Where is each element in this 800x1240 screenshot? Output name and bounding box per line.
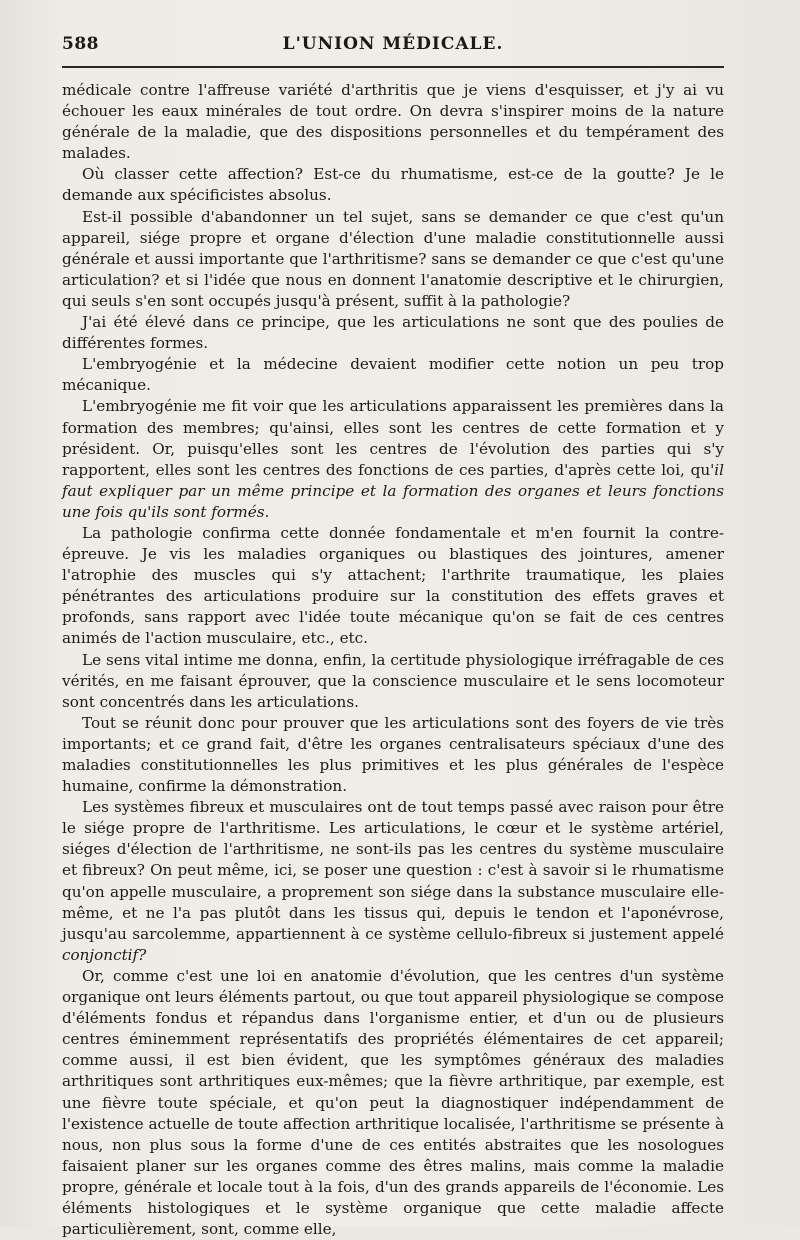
paragraph: médicale contre l'affreuse variété d'arthritis que je viens d'esquisser, et j'y ai vu échouer les eaux minérales de tout ordre. On devra s'inspirer moins de la nature générale de la maladie, que des dispositions personnelles et du tempérament des malades.: [62, 81, 724, 163]
paragraph: Où classer cette affection? Est-ce du rhumatisme, est-ce de la goutte? Je le demande aux spécificistes absolus.: [62, 165, 724, 205]
paragraph: La pathologie confirma cette donnée fondamentale et m'en fournit la contre-épreuve. Je vis les maladies organiques ou blastiques des jointures, amener l'atrophie des muscles qui s'y attachent; l'arthrite traumatique, les plaies pénétrantes des articulations produire sur la constitution des effets graves et profonds, sans rapport avec l'idée toute mécanique qu'on se fait de ces centres animés de l'action musculaire, etc., etc.: [62, 523, 724, 648]
paragraph: Les systèmes fibreux et musculaires ont de tout temps passé avec raison pour être le siége propre de l'arthritisme. Les articulations, le cœur et le système artériel, siéges d'élection de l'arthritisme, ne sont-ils pas les centres du système musculaire et fibreux? On peut même, ici, se poser une question : c'est à savoir si le rhumatisme qu'on appelle musculaire, a proprement son siége dans la substance musculaire elle-même, et ne l'a pas plutôt dans les tissus qui, depuis le tendon et l'aponévrose, jusqu'au sarcolemme, appartiennent à ce système cellulo-fibreux si justement appelé conjonctif?: [62, 798, 724, 964]
page-number: 588: [62, 34, 99, 54]
running-head: [62, 34, 724, 60]
paragraph: L'embryogénie et la médecine devaient modifier cette notion un peu trop mécanique.: [62, 355, 724, 395]
paragraph: Tout se réunit donc pour prouver que les articulations sont des foyers de vie très importants; et ce grand fait, d'être les organes centralisateurs spéciaux d'une des maladies constitutionnelles les plus primitives et les plus générales de l'espèce humaine, confirme la démonstration.: [62, 713, 724, 796]
body-text: [62, 80, 724, 1240]
paragraph: L'embryogénie me fit voir que les articulations apparaissent les premières dans la formation des membres; qu'ainsi, elles sont les centres de cette formation et y président. Or, puisqu'elles sont les centres de l'évolution des parties qui s'y rapportent, elles sont les centres des fonctions de ces parties, d'après cette loi, qu'il faut expliquer par un même principe et la formation des organes et leurs fonctions une fois qu'ils sont formés.: [62, 397, 724, 521]
paragraph: Or, comme c'est une loi en anatomie d'évolution, que les centres d'un système organique ont leurs éléments partout, ou que tout appareil physiologique se compose d'éléments fondus et répandus dans l'organisme entier, et d'un ou de plusieurs centres éminemment représentatifs des propriétés élémentaires de cet appareil; comme aussi, il est bien évident, que les symptômes généraux des maladies arthritiques sont arthritiques eux-mêmes; que la fièvre arthritique, par exemple, est une fièvre toute spéciale, et qu'on peut la diagnostiquer indépendamment de l'existence actuelle de toute affection arthritique localisée, l'arthritisme se présente à nous, non plus sous la forme d'une de ces entités abstraites que les nosologues faisaient planer sur les organes comme des êtres malins, mais comme la maladie propre, générale et locale tout à la fois, d'un des grands appareils de l'économie. Les éléments histologiques et le système organique que cette maladie affecte particulièrement, sont, comme elle,: [62, 966, 724, 1239]
paragraph: Est-il possible d'abandonner un tel sujet, sans se demander ce que c'est qu'un appareil, siége propre et organe d'élection d'une maladie constitutionnelle aussi générale et aussi importante que l'arthritisme? sans se demander ce que c'est qu'une articulation? et si l'idée que nous en donnent l'anatomie descriptive et le chirurgien, qui seuls s'en sont occupés jusqu'à présent, suffit à la pathologie?: [62, 207, 724, 310]
italic-phrase: il faut expliquer par un même principe et la formation des organes et leurs fonctions une fois qu'ils sont formés: [62, 460, 724, 521]
journal-title: L'UNION MÉDICALE.: [282, 34, 504, 54]
paragraph: J'ai été élevé dans ce principe, que les articulations ne sont que des poulies de différentes formes.: [62, 313, 724, 353]
italic-phrase: conjonctif?: [62, 945, 147, 964]
paragraph: Le sens vital intime me donna, enfin, la certitude physiologique irréfragable de ces vérités, en me faisant éprouver, que la conscience musculaire et le sens locomoteur sont concentrés dans les articulations.: [62, 650, 724, 711]
header-rule: [62, 66, 724, 68]
